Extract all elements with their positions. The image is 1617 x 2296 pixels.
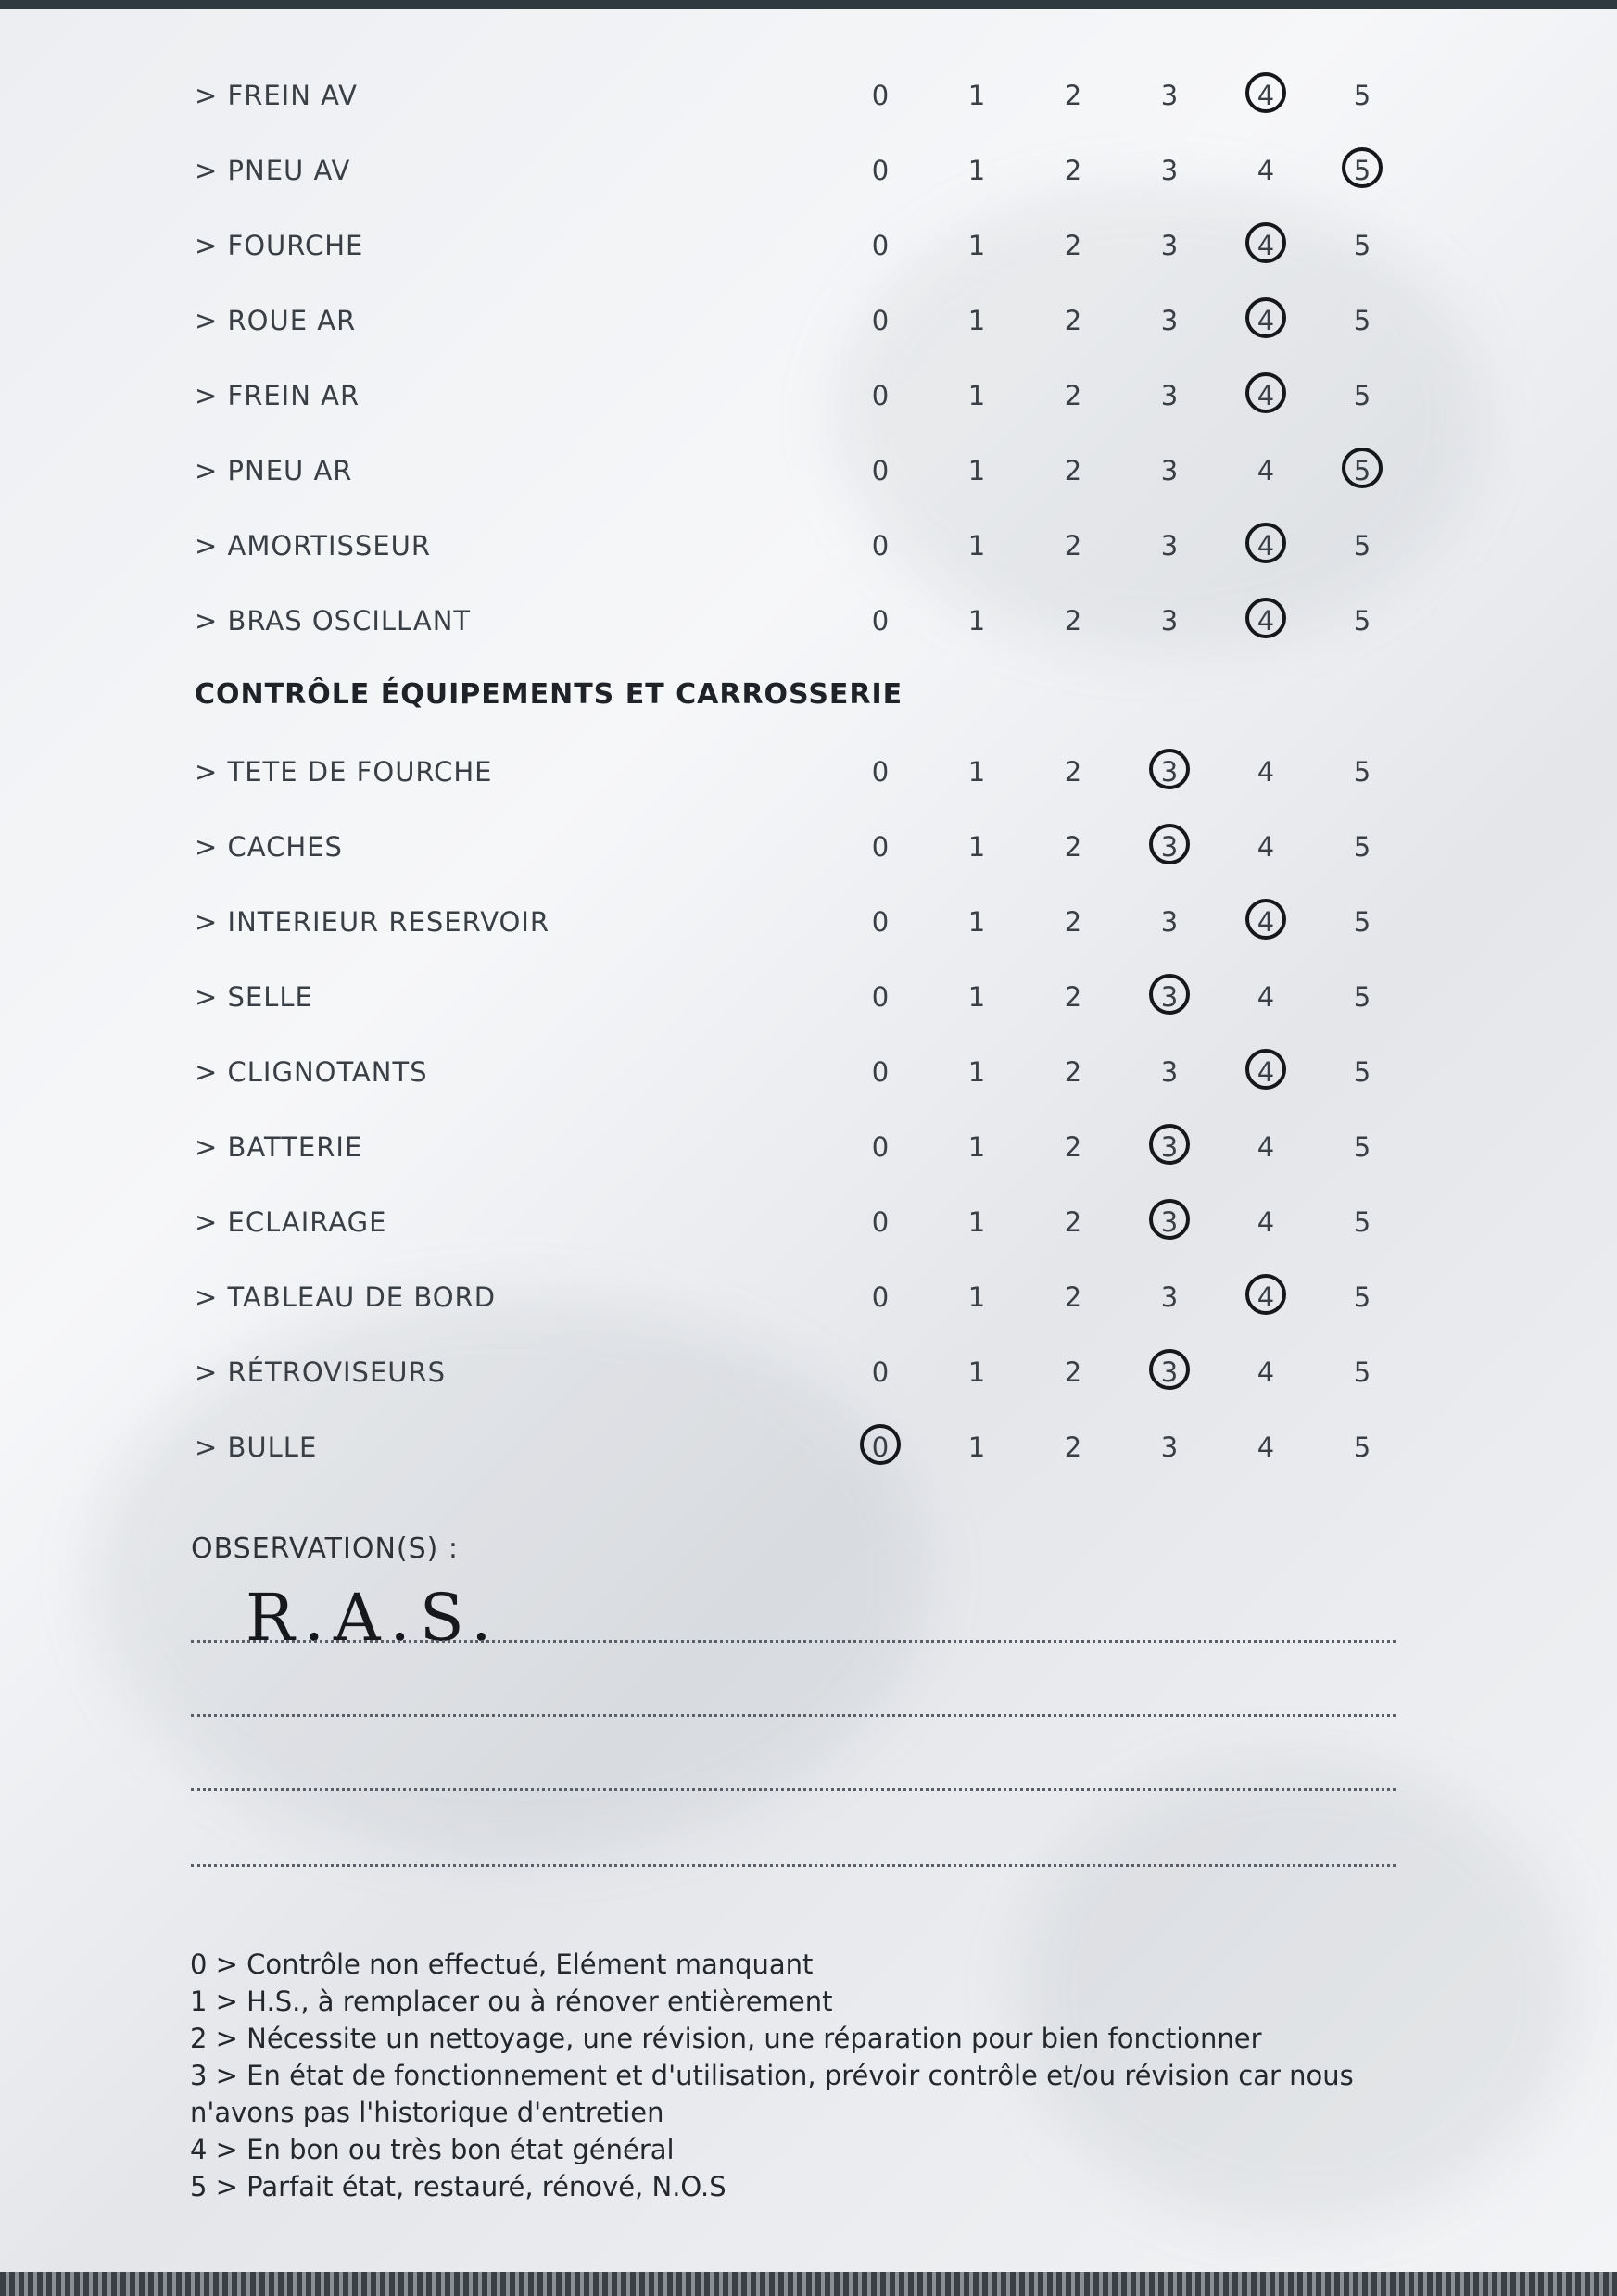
score-option[interactable]: 2 bbox=[1064, 906, 1082, 938]
score-option[interactable]: 1 bbox=[967, 80, 986, 111]
score-option[interactable]: 2 bbox=[1064, 155, 1082, 186]
score-option-selected[interactable]: 3 bbox=[1142, 1206, 1197, 1238]
score-option-selected[interactable]: 4 bbox=[1238, 605, 1294, 637]
checklist-row bbox=[0, 1043, 1617, 1099]
score-option[interactable]: 5 bbox=[1353, 1432, 1371, 1463]
checklist-row bbox=[0, 968, 1617, 1024]
score-option-selected[interactable]: 4 bbox=[1238, 530, 1294, 561]
score-option[interactable]: 1 bbox=[967, 906, 986, 938]
score-option[interactable]: 3 bbox=[1160, 155, 1179, 186]
score-option[interactable]: 0 bbox=[871, 530, 890, 561]
score-option[interactable]: 2 bbox=[1064, 756, 1082, 788]
score-option[interactable]: 0 bbox=[871, 455, 890, 486]
score-option[interactable]: 2 bbox=[1064, 1356, 1082, 1388]
checklist-row bbox=[0, 1419, 1617, 1474]
item-label: > ROUE AR bbox=[195, 305, 357, 336]
score-option[interactable]: 2 bbox=[1064, 605, 1082, 637]
score-option[interactable]: 3 bbox=[1160, 605, 1179, 637]
legend-item: 1 > H.S., à remplacer ou à rénover entièrement bbox=[190, 1986, 833, 2017]
score-option[interactable]: 3 bbox=[1160, 1432, 1179, 1463]
score-option[interactable]: 5 bbox=[1353, 605, 1371, 637]
score-option[interactable]: 1 bbox=[967, 305, 986, 336]
checklist-row bbox=[0, 1344, 1617, 1399]
score-option[interactable]: 2 bbox=[1064, 380, 1082, 411]
checklist-row bbox=[0, 743, 1617, 799]
score-option-selected[interactable]: 5 bbox=[1334, 155, 1390, 186]
score-option[interactable]: 1 bbox=[967, 1056, 986, 1088]
score-option[interactable]: 2 bbox=[1064, 530, 1082, 561]
score-option-selected[interactable]: 3 bbox=[1142, 1131, 1197, 1163]
score-option-selected[interactable]: 4 bbox=[1238, 906, 1294, 938]
score-option-selected[interactable]: 5 bbox=[1334, 455, 1390, 486]
score-option-selected[interactable]: 3 bbox=[1142, 756, 1197, 788]
score-option[interactable]: 2 bbox=[1064, 455, 1082, 486]
score-option[interactable]: 4 bbox=[1257, 455, 1275, 486]
score-option[interactable]: 5 bbox=[1353, 906, 1371, 938]
score-option[interactable]: 1 bbox=[967, 1432, 986, 1463]
score-option[interactable]: 0 bbox=[871, 981, 890, 1013]
score-option[interactable]: 2 bbox=[1064, 305, 1082, 336]
score-option[interactable]: 3 bbox=[1160, 1056, 1179, 1088]
observation-line[interactable] bbox=[191, 1788, 1396, 1791]
score-option[interactable]: 0 bbox=[871, 1206, 890, 1238]
score-option[interactable]: 3 bbox=[1160, 230, 1179, 261]
score-option[interactable]: 1 bbox=[967, 530, 986, 561]
score-option[interactable]: 1 bbox=[967, 155, 986, 186]
checklist-row bbox=[0, 67, 1617, 122]
score-option-selected[interactable]: 4 bbox=[1238, 1281, 1294, 1313]
item-label: > CLIGNOTANTS bbox=[195, 1056, 428, 1088]
checklist-row bbox=[0, 442, 1617, 498]
score-option-selected[interactable]: 0 bbox=[853, 1432, 908, 1463]
legend-item: 5 > Parfait état, restauré, rénové, N.O.S bbox=[190, 2171, 726, 2202]
score-option[interactable]: 0 bbox=[871, 906, 890, 938]
score-option[interactable]: 4 bbox=[1257, 981, 1275, 1013]
score-option[interactable]: 2 bbox=[1064, 1206, 1082, 1238]
item-label: > FREIN AV bbox=[195, 80, 358, 111]
score-option[interactable]: 0 bbox=[871, 230, 890, 261]
score-option[interactable]: 2 bbox=[1064, 831, 1082, 863]
score-option[interactable]: 5 bbox=[1353, 1056, 1371, 1088]
item-label: > ECLAIRAGE bbox=[195, 1206, 387, 1238]
score-option[interactable]: 3 bbox=[1160, 305, 1179, 336]
score-option[interactable]: 2 bbox=[1064, 1281, 1082, 1313]
score-option[interactable]: 0 bbox=[871, 380, 890, 411]
score-option[interactable]: 1 bbox=[967, 756, 986, 788]
observations-handwritten-text: R.A.S. bbox=[246, 1580, 501, 1656]
score-option[interactable]: 4 bbox=[1257, 155, 1275, 186]
score-option[interactable]: 0 bbox=[871, 756, 890, 788]
score-option[interactable]: 0 bbox=[871, 155, 890, 186]
score-option[interactable]: 1 bbox=[967, 831, 986, 863]
score-option[interactable]: 1 bbox=[967, 1206, 986, 1238]
item-label: > PNEU AV bbox=[195, 155, 351, 186]
score-option[interactable]: 4 bbox=[1257, 831, 1275, 863]
score-option[interactable]: 2 bbox=[1064, 80, 1082, 111]
score-option[interactable]: 3 bbox=[1160, 80, 1179, 111]
score-option[interactable]: 1 bbox=[967, 1356, 986, 1388]
top-edge bbox=[0, 0, 1617, 9]
score-option[interactable]: 5 bbox=[1353, 530, 1371, 561]
item-label: > CACHES bbox=[195, 831, 343, 863]
score-option[interactable]: 4 bbox=[1257, 756, 1275, 788]
score-option[interactable]: 0 bbox=[871, 1131, 890, 1163]
score-option[interactable]: 5 bbox=[1353, 230, 1371, 261]
item-label: > AMORTISSEUR bbox=[195, 530, 432, 561]
checklist-row bbox=[0, 893, 1617, 949]
score-option[interactable]: 5 bbox=[1353, 1281, 1371, 1313]
item-label: > TETE DE FOURCHE bbox=[195, 756, 493, 788]
checklist-row bbox=[0, 1193, 1617, 1249]
score-option-selected[interactable]: 4 bbox=[1238, 1056, 1294, 1088]
score-option[interactable]: 1 bbox=[967, 230, 986, 261]
score-option[interactable]: 5 bbox=[1353, 80, 1371, 111]
score-option[interactable]: 4 bbox=[1257, 1131, 1275, 1163]
legend-item: 2 > Nécessite un nettoyage, une révision, une réparation pour bien fonctionner bbox=[190, 2023, 1262, 2054]
score-option[interactable]: 5 bbox=[1353, 1131, 1371, 1163]
item-label: > FREIN AR bbox=[195, 380, 360, 411]
checklist-row bbox=[0, 1118, 1617, 1174]
score-option-selected[interactable]: 3 bbox=[1142, 1356, 1197, 1388]
score-option[interactable]: 1 bbox=[967, 1131, 986, 1163]
item-label: > INTERIEUR RESERVOIR bbox=[195, 906, 550, 938]
legend-item: 0 > Contrôle non effectué, Elément manquant bbox=[190, 1949, 814, 1980]
checklist-row bbox=[0, 818, 1617, 874]
score-option[interactable]: 5 bbox=[1353, 756, 1371, 788]
checklist-row bbox=[0, 142, 1617, 197]
score-option[interactable]: 4 bbox=[1257, 1356, 1275, 1388]
score-option[interactable]: 5 bbox=[1353, 1356, 1371, 1388]
score-option[interactable]: 2 bbox=[1064, 1056, 1082, 1088]
score-option[interactable]: 4 bbox=[1257, 1206, 1275, 1238]
score-option[interactable]: 0 bbox=[871, 305, 890, 336]
observation-line[interactable] bbox=[191, 1864, 1396, 1867]
legend-item: 4 > En bon ou très bon état général bbox=[190, 2134, 675, 2165]
score-option[interactable]: 1 bbox=[967, 605, 986, 637]
item-label: > FOURCHE bbox=[195, 230, 364, 261]
score-option[interactable]: 3 bbox=[1160, 906, 1179, 938]
score-option[interactable]: 1 bbox=[967, 981, 986, 1013]
checklist-row bbox=[0, 367, 1617, 423]
observations-label: OBSERVATION(S) : bbox=[191, 1533, 459, 1565]
score-option[interactable]: 0 bbox=[871, 1281, 890, 1313]
observation-line[interactable] bbox=[191, 1714, 1396, 1717]
item-label: > BULLE bbox=[195, 1432, 318, 1463]
score-option[interactable]: 3 bbox=[1160, 455, 1179, 486]
score-option-selected[interactable]: 3 bbox=[1142, 831, 1197, 863]
item-label: > TABLEAU DE BORD bbox=[195, 1281, 497, 1313]
score-option[interactable]: 0 bbox=[871, 80, 890, 111]
score-option[interactable]: 0 bbox=[871, 1356, 890, 1388]
score-option[interactable]: 0 bbox=[871, 1056, 890, 1088]
score-option[interactable]: 5 bbox=[1353, 1206, 1371, 1238]
section-title: CONTRÔLE ÉQUIPEMENTS ET CARROSSERIE bbox=[195, 678, 903, 711]
score-option[interactable]: 3 bbox=[1160, 1281, 1179, 1313]
item-label: > PNEU AR bbox=[195, 455, 353, 486]
score-option[interactable]: 2 bbox=[1064, 981, 1082, 1013]
score-option[interactable]: 4 bbox=[1257, 1432, 1275, 1463]
score-option-selected[interactable]: 4 bbox=[1238, 305, 1294, 336]
score-option[interactable]: 2 bbox=[1064, 1432, 1082, 1463]
score-option[interactable]: 5 bbox=[1353, 305, 1371, 336]
score-option[interactable]: 3 bbox=[1160, 380, 1179, 411]
score-option[interactable]: 3 bbox=[1160, 530, 1179, 561]
checklist-row bbox=[0, 1268, 1617, 1324]
score-option-selected[interactable]: 3 bbox=[1142, 981, 1197, 1013]
checklist-row bbox=[0, 217, 1617, 272]
checklist-row bbox=[0, 292, 1617, 347]
item-label: > BRAS OSCILLANT bbox=[195, 605, 472, 637]
score-option[interactable]: 1 bbox=[967, 1281, 986, 1313]
item-label: > SELLE bbox=[195, 981, 313, 1013]
score-option[interactable]: 1 bbox=[967, 455, 986, 486]
score-option-selected[interactable]: 4 bbox=[1238, 230, 1294, 261]
legend-item: 3 > En état de fonctionnement et d'utilisation, prévoir contrôle et/ou révision car nous n'avons pas l'historique d'entretien bbox=[190, 2060, 1354, 2128]
score-option[interactable]: 0 bbox=[871, 831, 890, 863]
score-option[interactable]: 5 bbox=[1353, 380, 1371, 411]
bottom-edge bbox=[0, 2272, 1617, 2296]
score-option[interactable]: 2 bbox=[1064, 1131, 1082, 1163]
score-option[interactable]: 2 bbox=[1064, 230, 1082, 261]
score-option-selected[interactable]: 4 bbox=[1238, 380, 1294, 411]
item-label: > BATTERIE bbox=[195, 1131, 363, 1163]
checklist-row bbox=[0, 517, 1617, 573]
score-option[interactable]: 1 bbox=[967, 380, 986, 411]
score-option[interactable]: 5 bbox=[1353, 981, 1371, 1013]
score-option[interactable]: 5 bbox=[1353, 831, 1371, 863]
observation-line[interactable] bbox=[191, 1640, 1396, 1643]
score-option-selected[interactable]: 4 bbox=[1238, 80, 1294, 111]
item-label: > RÉTROVISEURS bbox=[195, 1356, 447, 1388]
score-option[interactable]: 0 bbox=[871, 605, 890, 637]
checklist-row bbox=[0, 592, 1617, 648]
